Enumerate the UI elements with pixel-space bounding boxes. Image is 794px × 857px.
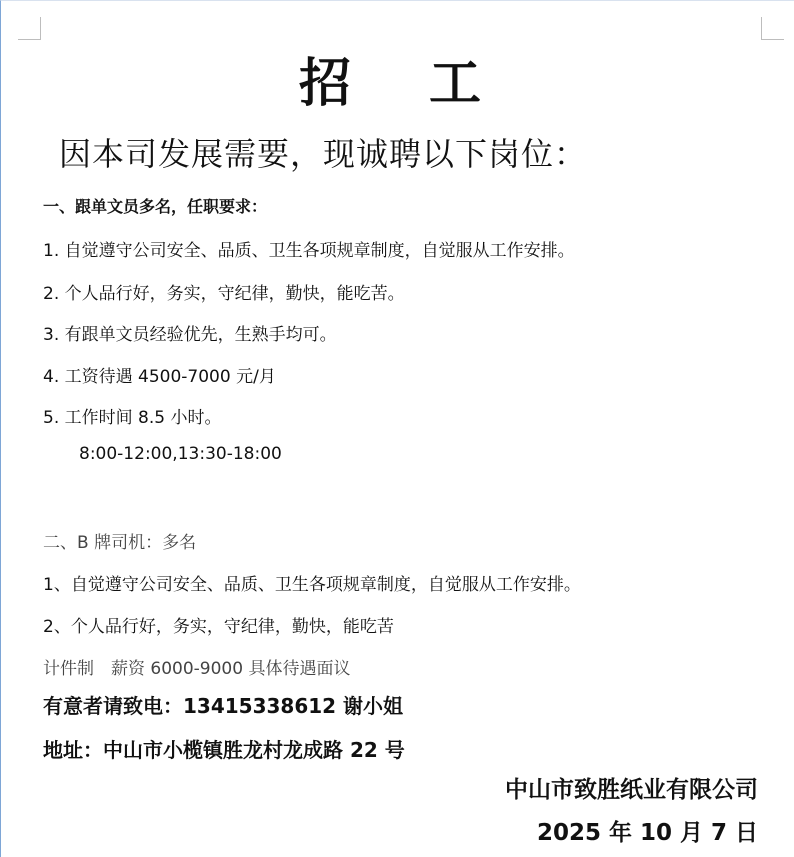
notice-title: 招 工 [298, 53, 512, 114]
section1-item: 5. 工作时间 8.5 小时。 [43, 408, 222, 428]
notice-date: 2025 年 10 月 7 日 [536, 820, 758, 846]
pay-info: 计件制 薪资 6000-9000 具体待遇面议 [43, 659, 351, 679]
section1-item: 3. 有跟单文员经验优先，生熟手均可。 [43, 325, 337, 345]
work-hours: 8:00-12:00,13:30-18:00 [79, 444, 282, 464]
contact-line: 有意者请致电：13415338612 谢小姐 [43, 694, 404, 718]
section2-heading: 二、B 牌司机：多名 [43, 533, 197, 553]
company-name: 中山市致胜纸业有限公司 [505, 776, 758, 803]
crop-mark-top-left [18, 17, 41, 40]
section2-item: 1、自觉遵守公司安全、品质、卫生各项规章制度，自觉服从工作安排。 [43, 575, 581, 595]
section1-item: 2. 个人品行好，务实，守纪律，勤快，能吃苦。 [43, 284, 405, 304]
crop-mark-top-right [761, 17, 784, 40]
notice-headline: 因本司发展需要，现诚聘以下岗位： [59, 135, 588, 173]
section1-item: 1. 自觉遵守公司安全、品质、卫生各项规章制度，自觉服从工作安排。 [43, 241, 575, 261]
section1-item: 4. 工资待遇 4500-7000 元/月 [43, 367, 276, 387]
address-line: 地址：中山市小榄镇胜龙村龙成路 22 号 [43, 738, 405, 762]
section2-item: 2、个人品行好，务实，守纪律，勤快，能吃苦 [43, 617, 394, 637]
section1-heading: 一、跟单文员多名，任职要求： [43, 197, 268, 216]
